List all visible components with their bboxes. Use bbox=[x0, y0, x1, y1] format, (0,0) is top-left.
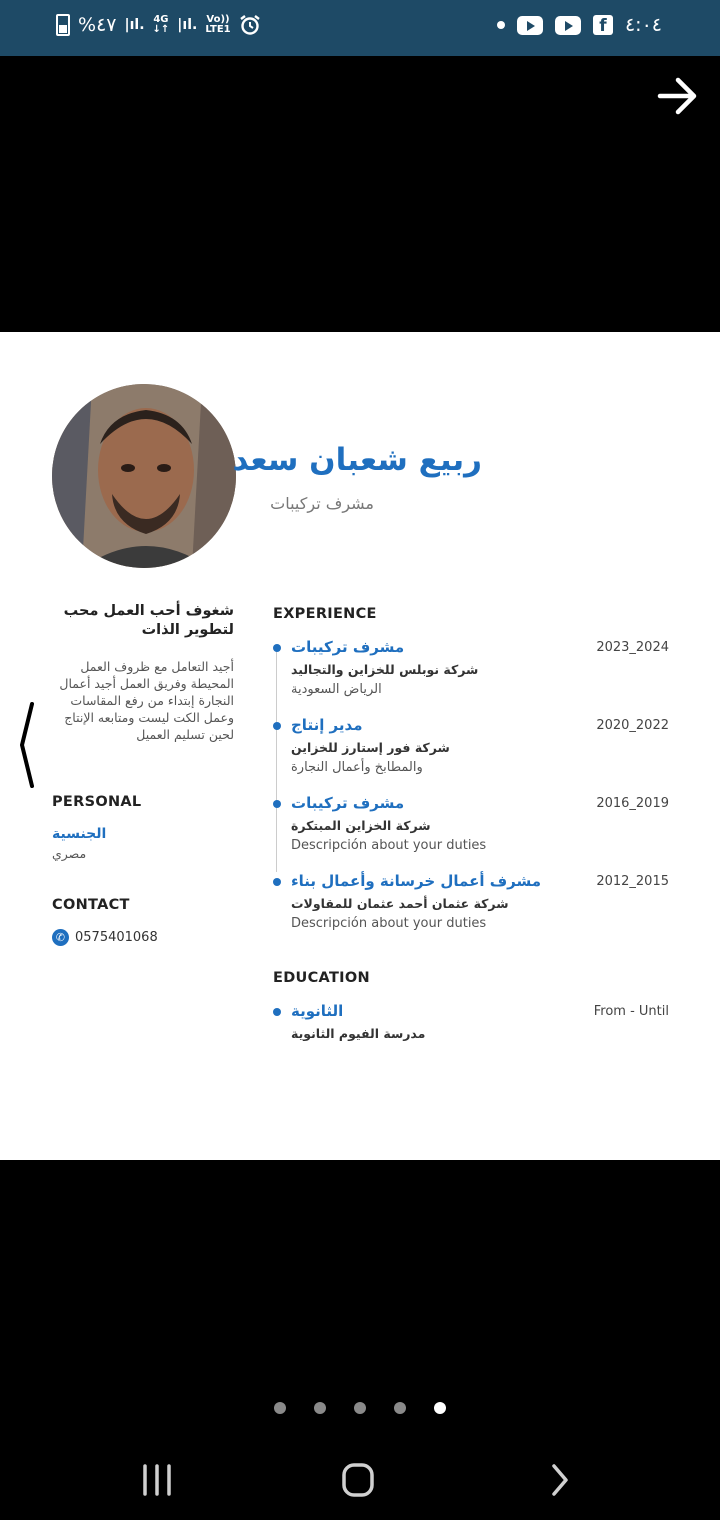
job-years: 2016_2019 bbox=[596, 796, 669, 811]
status-bar bbox=[0, 0, 720, 56]
about-section bbox=[52, 602, 234, 743]
recent-apps-icon[interactable] bbox=[127, 1460, 187, 1500]
contact-heading: CONTACT bbox=[52, 897, 130, 913]
job-years: 2020_2022 bbox=[596, 718, 669, 733]
phone-icon: ✆ bbox=[52, 929, 69, 946]
experience-item bbox=[273, 716, 669, 788]
job-description: Descripción about your duties bbox=[291, 916, 487, 931]
home-icon[interactable] bbox=[328, 1460, 388, 1500]
experience-heading: EXPERIENCE bbox=[273, 606, 377, 622]
job-company: شركة نوبلس للخزاين والتجاليد bbox=[291, 662, 479, 677]
page-dot[interactable] bbox=[354, 1402, 366, 1414]
alarm-icon bbox=[239, 14, 261, 36]
job-description: والمطابخ وأعمال النجارة bbox=[291, 760, 423, 775]
job-description: Descripción about your duties bbox=[291, 838, 487, 853]
job-role: مشرف تركيبات bbox=[291, 794, 405, 812]
youtube-icon bbox=[517, 16, 543, 35]
page-indicator bbox=[0, 1402, 720, 1414]
page-dot-active[interactable] bbox=[434, 1402, 446, 1414]
battery-icon bbox=[56, 14, 70, 36]
phone-number: 0575401068 bbox=[75, 930, 158, 945]
bullet-icon bbox=[273, 878, 281, 886]
profile-photo bbox=[52, 384, 236, 568]
resume-page[interactable] bbox=[0, 332, 720, 1160]
network-4g-icon: 4G ↓↑ bbox=[152, 14, 170, 35]
education-school: مدرسة الفيوم الثانوية bbox=[291, 1026, 426, 1041]
status-left bbox=[56, 14, 261, 36]
about-heading: شغوف أحب العمل محب لتطوير الذات bbox=[63, 603, 234, 638]
previous-page-chevron-icon[interactable] bbox=[14, 700, 40, 790]
bullet-icon bbox=[273, 1008, 281, 1016]
signal-icon-2: |ıl. bbox=[177, 17, 198, 33]
resume-job-title: مشرف تركيبات bbox=[270, 494, 374, 513]
notification-dot-icon bbox=[497, 21, 505, 29]
job-company: شركة الخزاين المبتكرة bbox=[291, 818, 431, 833]
job-years: 2012_2015 bbox=[596, 874, 669, 889]
experience-item bbox=[273, 794, 669, 866]
page-dot[interactable] bbox=[394, 1402, 406, 1414]
page-dot[interactable] bbox=[314, 1402, 326, 1414]
job-role: مشرف تركيبات bbox=[291, 638, 405, 656]
nationality-label: الجنسية bbox=[52, 826, 107, 842]
personal-heading: PERSONAL bbox=[52, 794, 142, 810]
job-role: مدير إنتاج bbox=[291, 716, 363, 734]
education-item bbox=[273, 1002, 669, 1052]
bullet-icon bbox=[273, 722, 281, 730]
bullet-icon bbox=[273, 800, 281, 808]
job-description: الرياض السعودية bbox=[291, 682, 382, 697]
youtube-icon-2 bbox=[555, 16, 581, 35]
education-period: From - Until bbox=[593, 1004, 669, 1019]
status-right bbox=[497, 14, 662, 36]
page-dot[interactable] bbox=[274, 1402, 286, 1414]
job-company: شركة فور إستارز للخزاين bbox=[291, 740, 450, 755]
resume-name: ربيع شعبان سعد bbox=[232, 442, 482, 478]
education-degree: الثانوية bbox=[291, 1002, 344, 1020]
nationality-value: مصري bbox=[52, 846, 87, 861]
navigation-bar bbox=[0, 1440, 720, 1520]
job-company: شركة عثمان أحمد عثمان للمقاولات bbox=[291, 896, 509, 911]
job-role: مشرف أعمال خرسانة وأعمال بناء bbox=[291, 872, 542, 890]
about-body: أجيد التعامل مع ظروف العمل المحيطة وفريق العمل أجيد أعمال النجارة إبتداء من رفع المقاسات وعمل الكت ليست ومتابعه الإنتاج لحين تسليم العميل bbox=[59, 659, 234, 742]
back-icon[interactable] bbox=[530, 1460, 590, 1500]
bullet-icon bbox=[273, 644, 281, 652]
experience-item bbox=[273, 872, 669, 944]
next-arrow-icon[interactable] bbox=[654, 72, 702, 120]
education-heading: EDUCATION bbox=[273, 970, 370, 986]
volte-icon: Vo)) LTE1 bbox=[205, 14, 231, 35]
facebook-icon: f bbox=[593, 15, 613, 35]
battery-percent: %٤٧ bbox=[78, 14, 117, 36]
clock: ٤:٠٤ bbox=[624, 14, 662, 36]
job-years: 2023_2024 bbox=[596, 640, 669, 655]
phone-row bbox=[52, 929, 158, 946]
signal-icon: |ıl. bbox=[124, 17, 145, 33]
experience-item bbox=[273, 638, 669, 710]
